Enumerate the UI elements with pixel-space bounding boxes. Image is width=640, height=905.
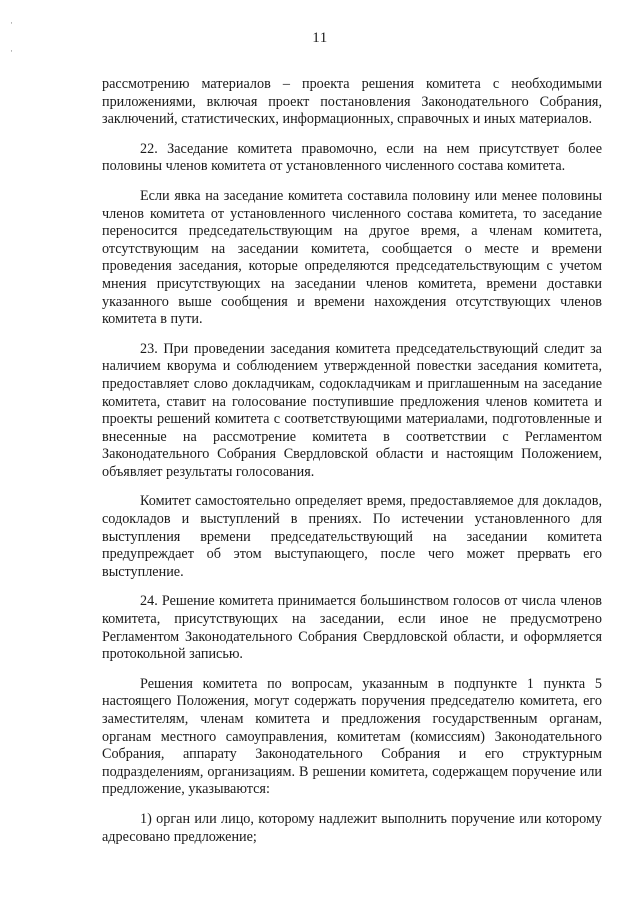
page-number: 11 [312,30,328,46]
document-body [102,76,602,846]
paragraph-speaking-time: Комитет самостоятельно определяет время, предоставляемое для докладов, содокладов и выступлений в прениях. По истечении установленного для выступления времени председательствующий на заседании комитета предупреждает об этом выступающего, после чего может прервать его выступление. [102,493,602,580]
paragraph-23: 23. При проведении заседания комитета председательствующий следит за наличием кворума и соблюдением утвержденной повестки заседания комитета, предоставляет слово докладчикам, содокладчикам и приглашенным на заседание комитета, ставит на голосование поступившие предложения членов комитета и проекты решений комитета с соответствующими материалами, подготовленные и внесенные на рассмотрение комитета в соответствии с Регламентом Законодательного Собрания Свердловской области и настоящим Положением, объявляет результаты голосования. [102,340,602,480]
scan-mark: · [10,46,13,56]
scan-mark: · [10,18,13,28]
paragraph-continuation: рассмотрению материалов – проекта решения комитета с необходимыми приложениями, включая проект постановления Законодательного Собрания, заключений, статистических, информационных, справочных и иных материалов. [102,76,602,128]
paragraph-quorum-absent: Если явка на заседание комитета составила половину или менее половины членов комитета от установленного численного состава комитета, то заседание переносится председательствующим на другое время, а членам комитета, отсутствующим на заседании комитета, сообщается о месте и времени проведения заседания, которые определяются председательствующим с учетом мнения присутствующих на заседании членов комитета, времени доставки указанного выше сообщения и времени нахождения отсутствующих членов комитета в пути. [102,187,602,328]
paragraph-decisions: Решения комитета по вопросам, указанным в подпункте 1 пункта 5 настоящего Положения, могут содержать поручения председателю комитета, его заместителям, членам комитета и предложения государственным органам, органам местного самоуправления, комитетам (комиссиям) Законодательного Собрания, аппарату Законодательного Собрания и его структурным подразделениям, организациям. В решении комитета, содержащем поручение или предложение, указываются: [102,675,602,798]
list-item-1: 1) орган или лицо, которому надлежит выполнить поручение или которому адресовано предложение; [102,810,602,845]
paragraph-22: 22. Заседание комитета правомочно, если на нем присутствует более половины членов комитета от установленного численного состава комитета. [102,140,602,175]
paragraph-24: 24. Решение комитета принимается большинством голосов от числа членов комитета, присутствующих на заседании, если иное не предусмотрено Регламентом Законодательного Собрания Свердловской области, и оформляется протокольной записью. [102,593,602,663]
